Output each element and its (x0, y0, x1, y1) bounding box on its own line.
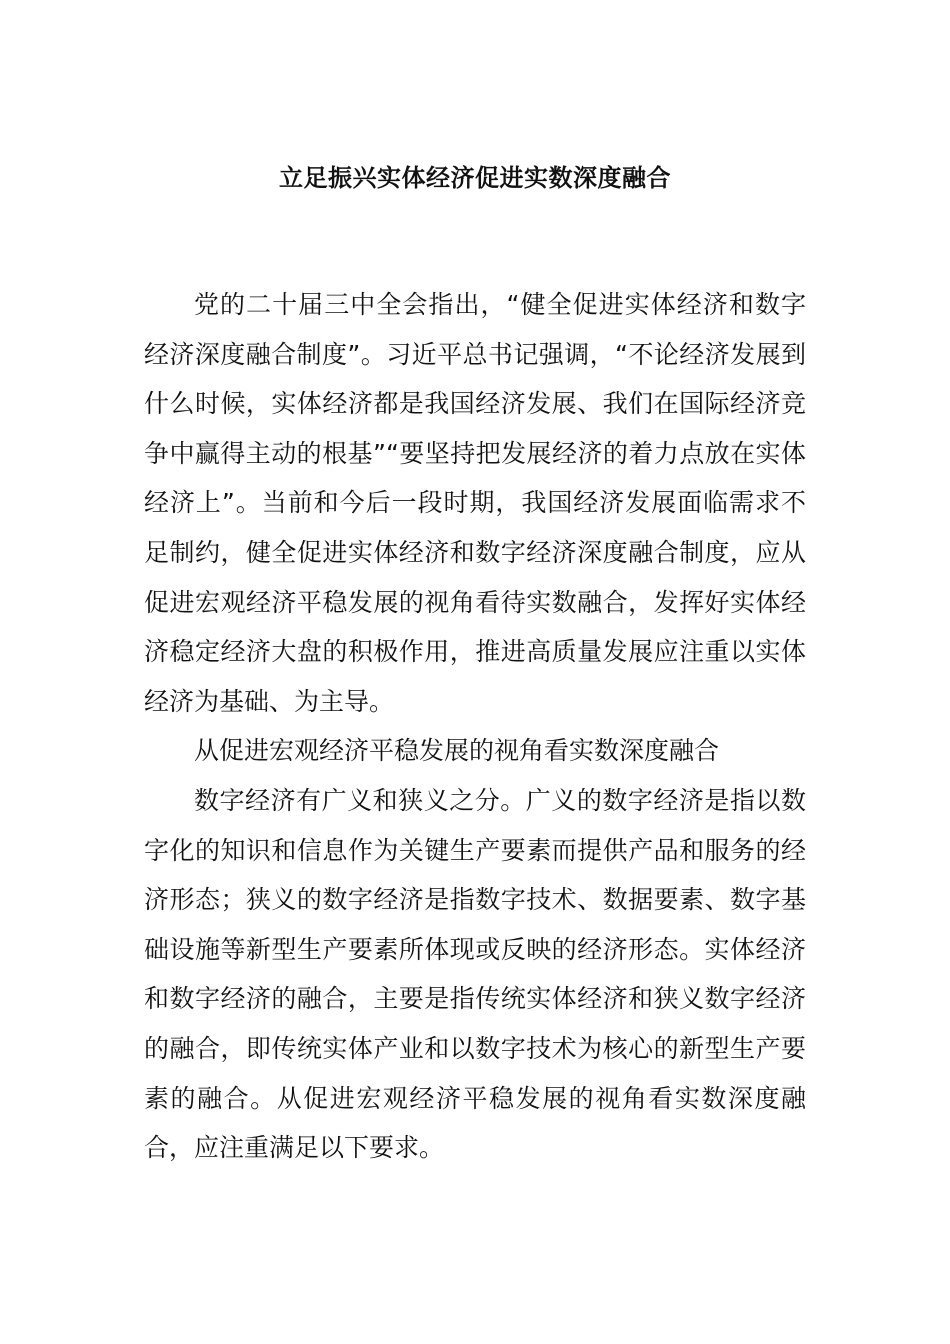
document-body (144, 280, 806, 1173)
paragraph-intro: 党的二十届三中全会指出，“健全促进实体经济和数字经济深度融合制度”。习近平总书记强调，“不论经济发展到什么时候，实体经济都是我国经济发展、我们在国际经济竞争中赢得主动的根基”“要坚持把发展经济的着力点放在实体经济上”。当前和今后一段时期，我国经济发展面临需求不足制约，健全促进实体经济和数字经济深度融合制度，应从促进宏观经济平稳发展的视角看待实数融合，发挥好实体经济稳定经济大盘的积极作用，推进高质量发展应注重以实体经济为基础、为主导。 (144, 290, 806, 716)
paragraph-digital-economy: 数字经济有广义和狭义之分。广义的数字经济是指以数字化的知识和信息作为关键生产要素而提供产品和服务的经济形态；狭义的数字经济是指数字技术、数据要素、数字基础设施等新型生产要素所体现或反映的经济形态。实体经济和数字经济的融合，主要是指传统实体经济和狭义数字经济的融合，即传统实体产业和以数字技术为核心的新型生产要素的融合。从促进宏观经济平稳发展的视角看实数深度融合，应注重满足以下要求。 (144, 785, 806, 1163)
document-title: 立足振兴实体经济促进实数深度融合 (279, 164, 671, 192)
section-heading: 从促进宏观经济平稳发展的视角看实数深度融合 (194, 736, 720, 766)
